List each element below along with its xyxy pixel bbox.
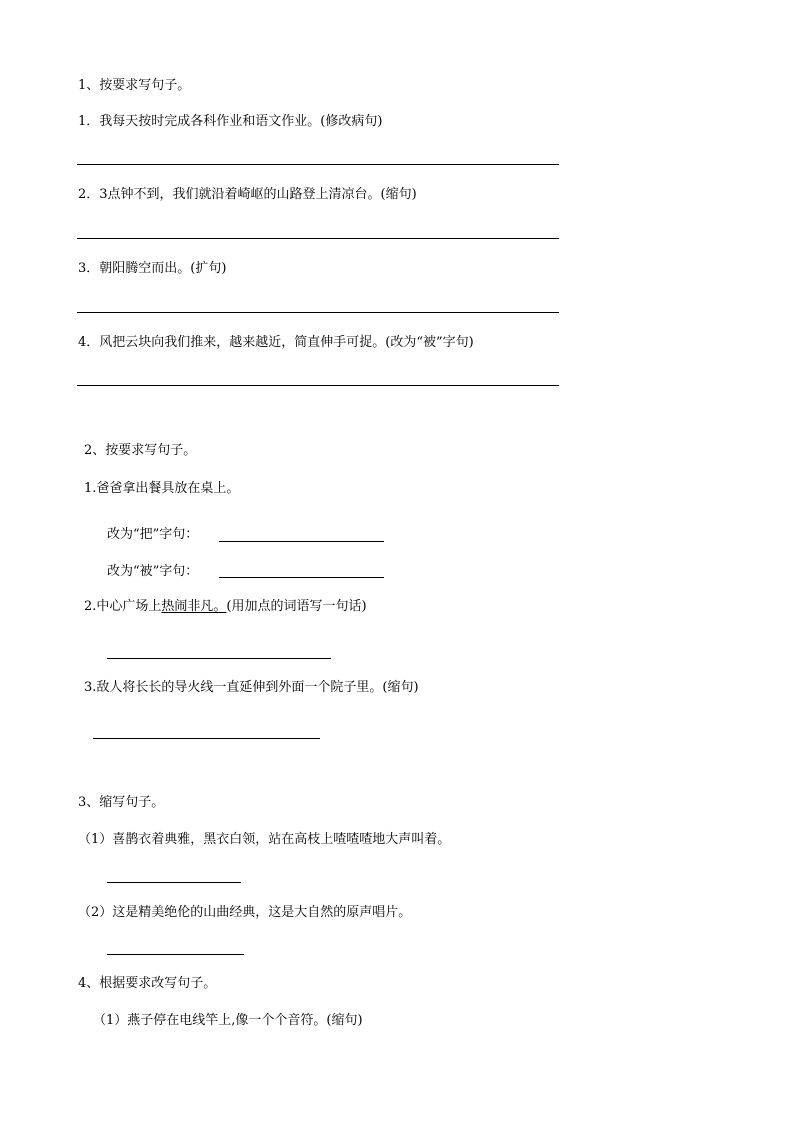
section2-question-3: 3.敌人将长长的导火线一直延伸到外面一个院子里。(缩句) bbox=[84, 680, 419, 695]
section3-question-1: （1）喜鹊衣着典雅，黑衣白领，站在高枝上喳喳喳地大声叫着。 bbox=[78, 832, 451, 847]
section2-heading: 2、按要求写句子。 bbox=[84, 443, 197, 458]
section2-question-2 bbox=[84, 599, 367, 615]
section1-question-3: 3．朝阳腾空而出。(扩句) bbox=[78, 261, 227, 276]
answer-line[interactable] bbox=[219, 577, 384, 578]
bei-sentence-label: 改为“被”字句： bbox=[107, 564, 199, 579]
section1-question-1: 1．我每天按时完成各科作业和语文作业。(修改病句) bbox=[78, 114, 383, 129]
question-instruction: (用加点的词语写一句话) bbox=[226, 599, 367, 614]
section3-question-2: （2）这是精美绝伦的山曲经典，这是大自然的原声唱片。 bbox=[78, 905, 412, 920]
question-text: 2.中心广场上 bbox=[84, 599, 162, 614]
section4-question-1: （1）燕子停在电线竿上,像一个个音符。(缩句) bbox=[93, 1013, 363, 1028]
answer-line[interactable] bbox=[107, 954, 244, 955]
answer-line[interactable] bbox=[77, 238, 559, 239]
section1-question-4: 4．风把云块向我们推来，越来越近，简直伸手可捉。(改为“被”字句) bbox=[78, 335, 474, 350]
section1-question-2: 2．3点钟不到，我们就沿着崎岖的山路登上清凉台。(缩句) bbox=[78, 187, 417, 202]
answer-line[interactable] bbox=[93, 738, 320, 739]
marked-words: 热闹非凡。 bbox=[161, 599, 227, 614]
section4-heading: 4、根据要求改写句子。 bbox=[78, 976, 217, 991]
answer-line[interactable] bbox=[77, 385, 559, 386]
answer-line[interactable] bbox=[77, 164, 559, 165]
section1-heading: 1、按要求写句子。 bbox=[78, 78, 191, 93]
answer-line[interactable] bbox=[77, 312, 559, 313]
ba-sentence-label: 改为“把”字句： bbox=[107, 527, 199, 542]
section2-question-1: 1.爸爸拿出餐具放在桌上。 bbox=[84, 481, 240, 496]
answer-line[interactable] bbox=[107, 882, 241, 883]
answer-line[interactable] bbox=[219, 541, 384, 542]
section3-heading: 3、缩写句子。 bbox=[78, 795, 165, 810]
answer-line[interactable] bbox=[107, 658, 331, 659]
